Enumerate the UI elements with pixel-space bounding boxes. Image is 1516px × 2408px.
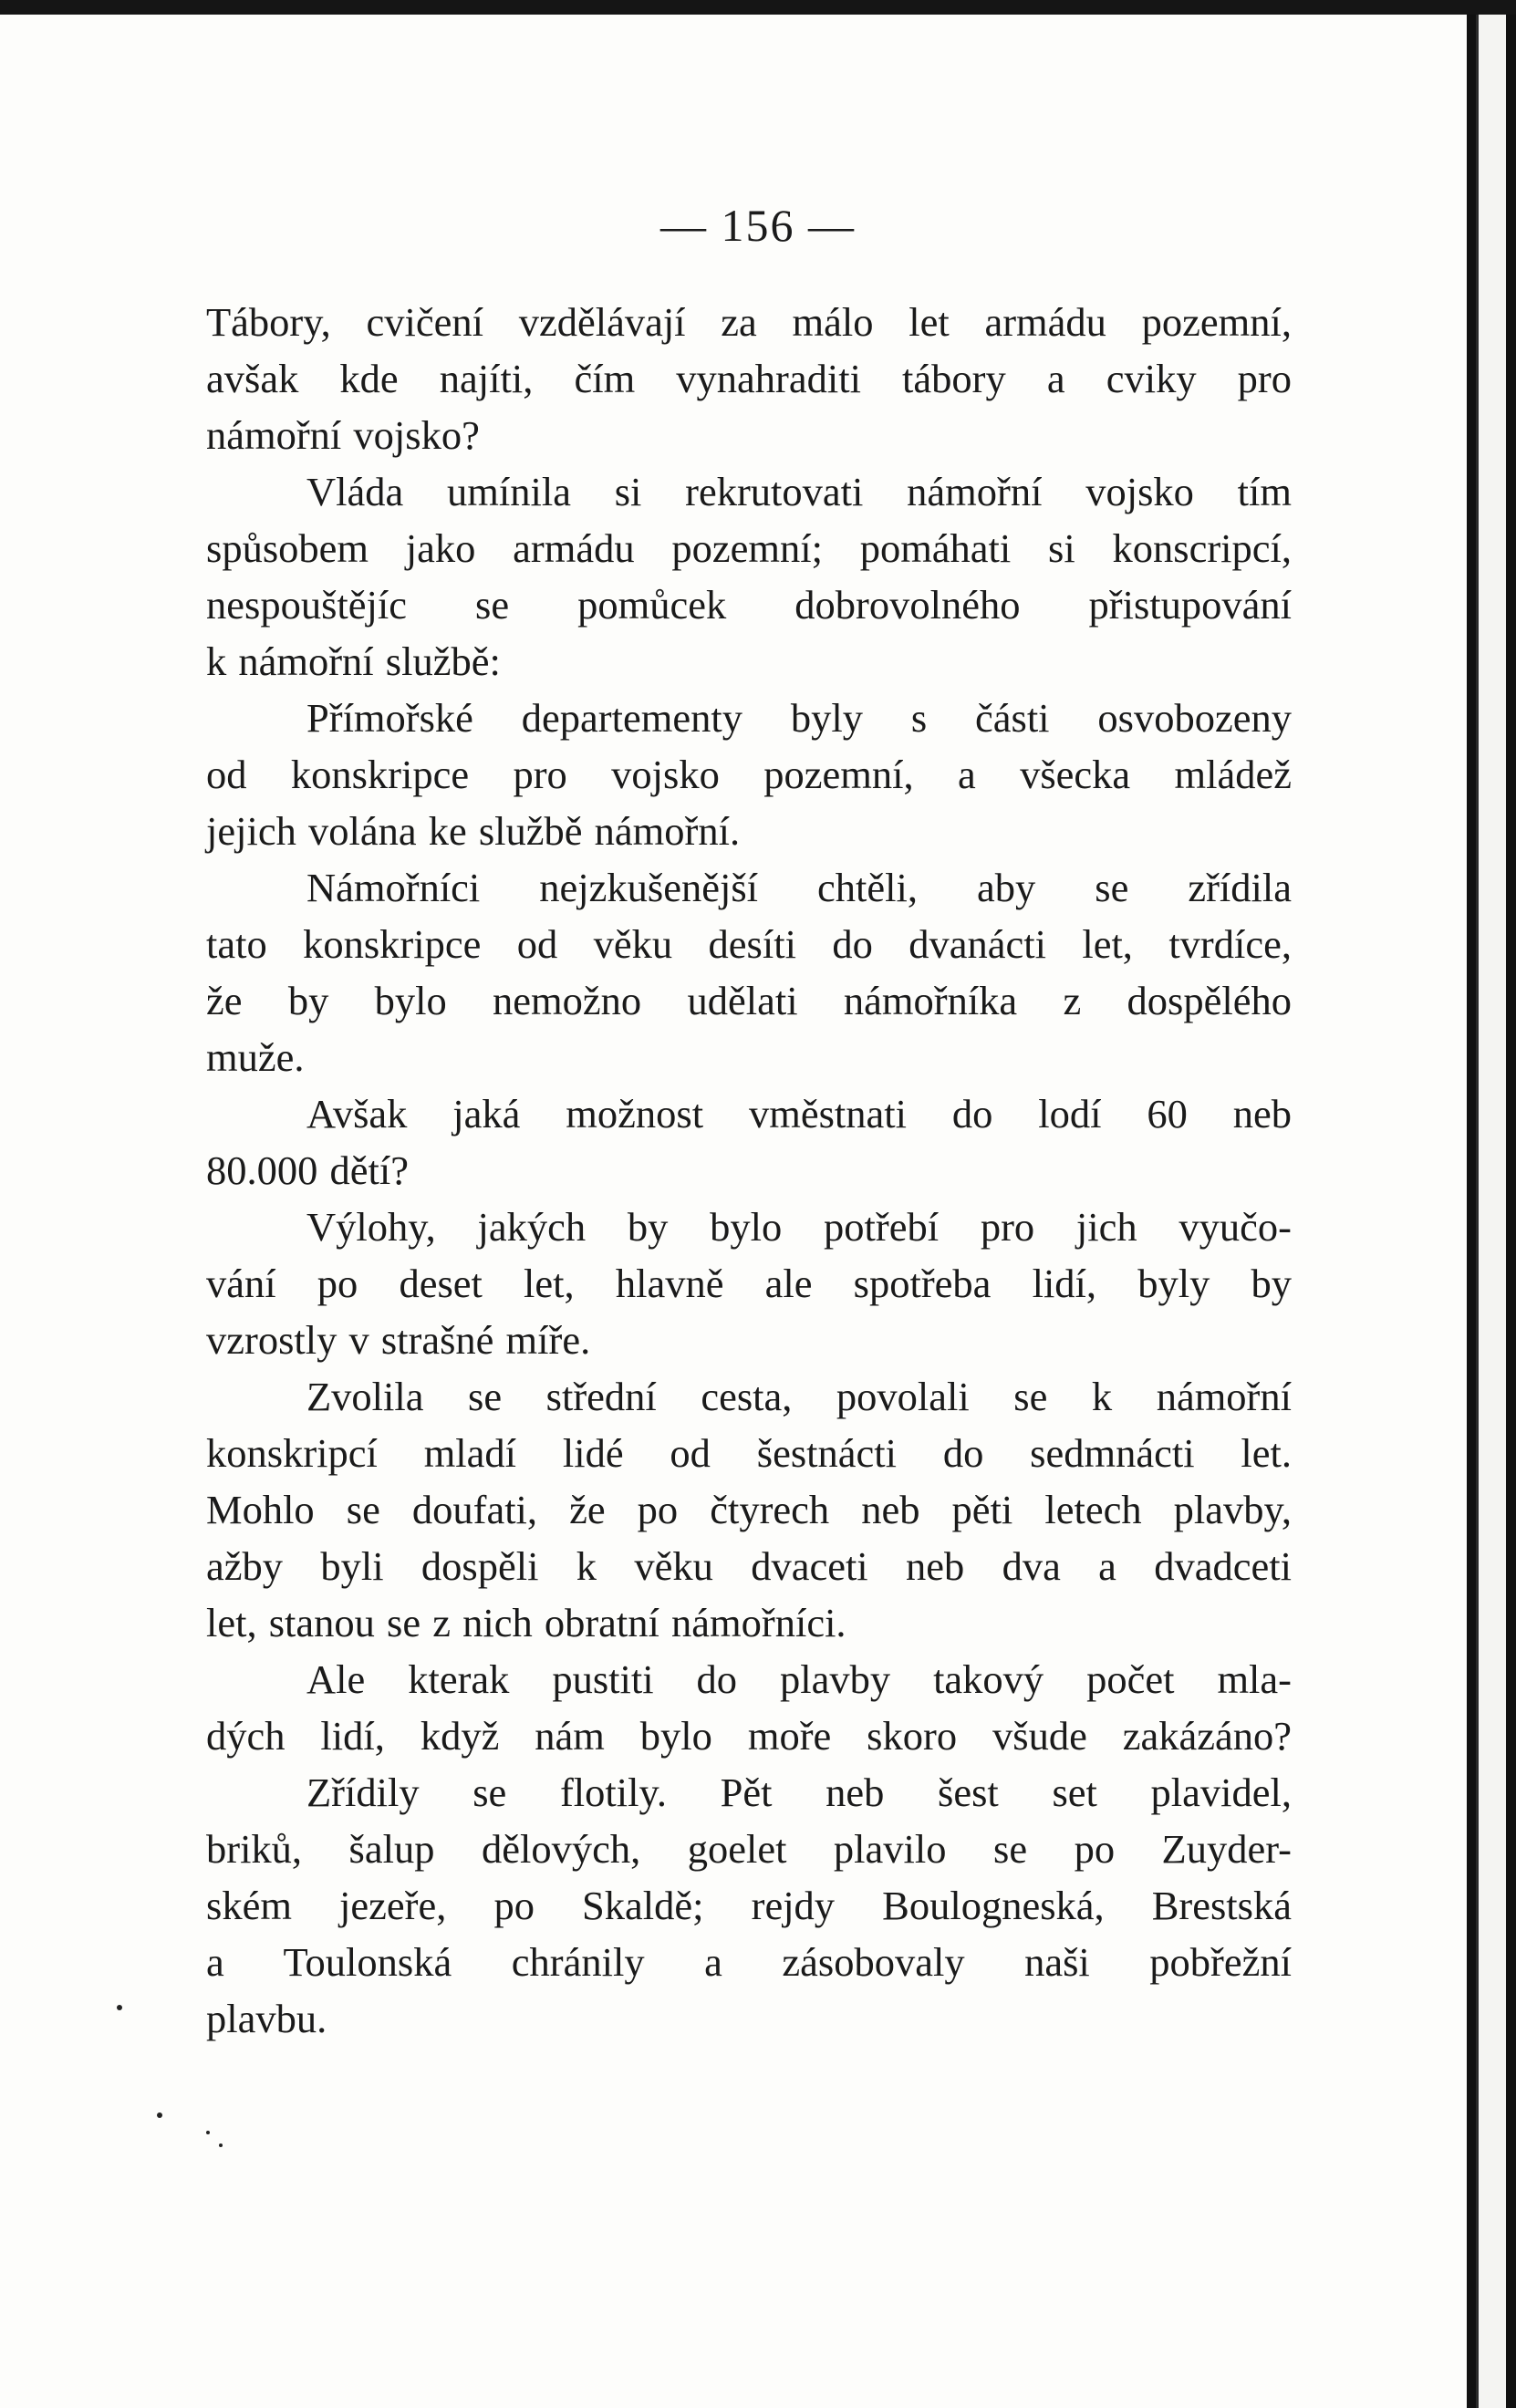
text-line: konskripcí mladí lidé od šestnácti do sedmnácti let. xyxy=(206,1430,1292,1476)
text-line: Vláda umínila si rekrutovati námořní vojsko tím xyxy=(306,469,1292,514)
text-line: ském jezeře, po Skaldě; rejdy Boulogneská, Brestská xyxy=(206,1883,1292,1928)
text-line: Námořníci nejzkušenější chtěli, aby se zřídila xyxy=(306,865,1292,910)
text-line: námořní vojsko? xyxy=(206,412,480,458)
text-line: muže. xyxy=(206,1034,305,1080)
text-line: plavbu. xyxy=(206,1996,327,2041)
text-line: Ale kterak pustiti do plavby takový počet mla- xyxy=(306,1656,1292,1702)
text-line: od konskripce pro vojsko pozemní, a všecka mládež xyxy=(206,752,1292,797)
text-line: Tábory, cvičení vzdělávají za málo let armádu pozemní, xyxy=(206,299,1292,345)
text-line: Přímořské departementy byly s části osvobozeny xyxy=(306,695,1292,741)
scan-speck xyxy=(157,2112,162,2118)
adjacent-page-edge xyxy=(1476,15,1506,2408)
text-line: Zřídily se flotily. Pět neb šest set plavidel, xyxy=(306,1770,1292,1815)
scan-speck xyxy=(117,2005,122,2010)
text-line: Avšak jaká možnost vměstnati do lodí 60 neb xyxy=(306,1091,1292,1137)
text-line: ažby byli dospěli k věku dvaceti neb dva a dvadceti xyxy=(206,1543,1292,1589)
text-line: tato konskripce od věku desíti do dvanácti let, tvrdíce, xyxy=(206,921,1292,967)
text-line: k námořní službě: xyxy=(206,638,501,684)
text-line: nespouštějíc se pomůcek dobrovolného přistupování xyxy=(206,582,1292,628)
text-line: avšak kde najíti, čím vynahraditi tábory a cviky pro xyxy=(206,356,1292,401)
text-line: briků, šalup dělových, goelet plavilo se po Zuyder- xyxy=(206,1826,1292,1872)
scan-speck xyxy=(219,2143,223,2147)
body-text xyxy=(206,294,1292,2047)
scan-border-top xyxy=(0,0,1516,15)
text-line: a Toulonská chránily a zásobovaly naši pobřežní xyxy=(206,1939,1292,1985)
text-line: Výlohy, jakých by bylo potřebí pro jich vyučo- xyxy=(306,1204,1292,1250)
text-line: že by bylo nemožno udělati námořníka z dospělého xyxy=(206,978,1292,1023)
text-line: dých lidí, když nám bylo moře skoro všude zakázáno? xyxy=(206,1713,1292,1759)
text-line: 80.000 dětí? xyxy=(206,1147,409,1193)
text-line: vání po deset let, hlavně ale spotřeba lidí, byly by xyxy=(206,1261,1292,1306)
text-line: vzrostly v strašné míře. xyxy=(206,1317,591,1363)
text-line: Mohlo se doufati, že po čtyrech neb pěti letech plavby, xyxy=(206,1487,1292,1532)
text-line: Zvolila se střední cesta, povolali se k námořní xyxy=(306,1374,1292,1419)
text-line: let, stanou se z nich obratní námořníci. xyxy=(206,1600,846,1645)
page-number: — 156 — xyxy=(660,200,856,251)
text-line: spůsobem jako armádu pozemní; pomáhati si konscripcí, xyxy=(206,525,1292,571)
text-line: jejich volána ke službě námořní. xyxy=(206,808,741,854)
scan-speck xyxy=(206,2131,210,2134)
